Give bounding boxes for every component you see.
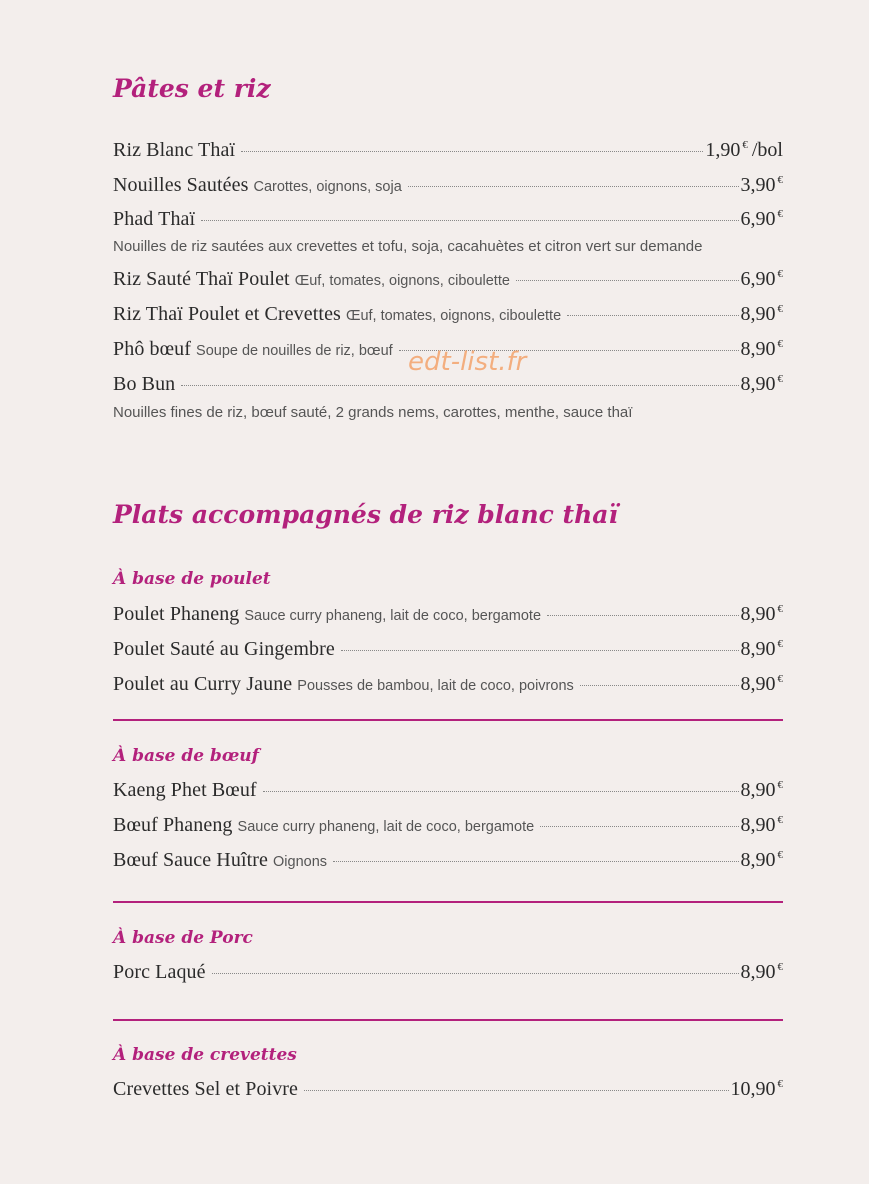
item-name: Nouilles Sautées <box>113 174 249 196</box>
menu-item <box>113 139 783 165</box>
dot-leader <box>540 826 738 827</box>
item-price: 10,90 € <box>730 1078 783 1100</box>
dot-leader <box>408 186 739 187</box>
dot-leader <box>333 861 738 862</box>
section-divider <box>113 1019 783 1021</box>
item-description: Carottes, oignons, soja <box>253 179 402 195</box>
item-price: 8,90 € <box>740 638 783 660</box>
item-name: Phad Thaï <box>113 208 196 230</box>
menu-item <box>113 208 783 234</box>
dot-leader <box>516 280 739 281</box>
item-description: Œuf, tomates, oignons, ciboulette <box>294 273 510 289</box>
item-name: Poulet Phaneng <box>113 603 240 625</box>
item-name: Bœuf Sauce Huître <box>113 849 268 871</box>
menu-item <box>113 961 783 987</box>
item-price: 6,90 € <box>740 268 783 290</box>
menu-item <box>113 779 783 805</box>
item-name: Porc Laqué <box>113 961 206 983</box>
item-description: Oignons <box>273 854 328 870</box>
item-name: Riz Sauté Thaï Poulet <box>113 268 290 290</box>
item-price: 1,90 € /bol <box>705 139 783 161</box>
item-price: 6,90 € <box>740 208 783 230</box>
subsection-title-poulet: À base de poulet <box>113 569 271 589</box>
dot-leader <box>547 615 738 616</box>
item-name: Phô bœuf <box>113 338 192 360</box>
item-description: Sauce curry phaneng, lait de coco, bergamote <box>244 608 542 624</box>
dot-leader <box>201 220 738 221</box>
item-price: 8,90 € <box>740 603 783 625</box>
item-name: Crevettes Sel et Poivre <box>113 1078 299 1100</box>
item-price: 8,90 € <box>740 814 783 836</box>
dot-leader <box>181 385 738 386</box>
section-title-plats: Plats accompagnés de riz blanc thaï <box>113 500 618 529</box>
item-name: Bœuf Phaneng <box>113 814 233 836</box>
subsection-title-crevettes: À base de crevettes <box>113 1045 297 1065</box>
item-price: 8,90 € <box>740 779 783 801</box>
item-note: Nouilles de riz sautées aux crevettes et tofu, soja, cacahuètes et citron vert sur demande <box>113 238 703 255</box>
dot-leader <box>212 973 739 974</box>
item-description: Soupe de nouilles de riz, bœuf <box>196 343 393 359</box>
dot-leader <box>567 315 738 316</box>
item-name: Bo Bun <box>113 373 176 395</box>
dot-leader <box>263 791 739 792</box>
item-name: Riz Blanc Thaï <box>113 139 236 161</box>
dot-leader <box>580 685 739 686</box>
menu-item <box>113 849 783 875</box>
dot-leader <box>341 650 739 651</box>
item-name: Poulet au Curry Jaune <box>113 673 293 695</box>
menu-item <box>113 1078 783 1104</box>
item-price: 8,90 € <box>740 303 783 325</box>
watermark: edt-list.fr <box>408 347 527 377</box>
item-price: 8,90 € <box>740 849 783 871</box>
menu-item <box>113 814 783 840</box>
item-price: 8,90 € <box>740 961 783 983</box>
menu-item <box>113 673 783 699</box>
item-name: Kaeng Phet Bœuf <box>113 779 257 801</box>
section-divider <box>113 719 783 721</box>
item-description: Sauce curry phaneng, lait de coco, bergamote <box>237 819 535 835</box>
subsection-title-boeuf: À base de bœuf <box>113 746 259 766</box>
menu-item <box>113 603 783 629</box>
menu-page <box>113 0 783 1184</box>
dot-leader <box>304 1090 728 1091</box>
item-description: Pousses de bambou, lait de coco, poivrons <box>297 678 574 694</box>
item-note: Nouilles fines de riz, bœuf sauté, 2 grands nems, carottes, menthe, sauce thaï <box>113 404 633 421</box>
menu-item <box>113 174 783 200</box>
item-price: 8,90 € <box>740 373 783 395</box>
section-title-pates: Pâtes et riz <box>113 74 271 103</box>
dot-leader <box>241 151 703 152</box>
item-price: 8,90 € <box>740 338 783 360</box>
item-price: 8,90 € <box>740 673 783 695</box>
item-price: 3,90 € <box>740 174 783 196</box>
section-divider <box>113 901 783 903</box>
menu-item <box>113 303 783 329</box>
item-name: Riz Thaï Poulet et Crevettes <box>113 303 341 325</box>
item-description: Œuf, tomates, oignons, ciboulette <box>345 308 562 324</box>
menu-item <box>113 638 783 664</box>
menu-item <box>113 268 783 294</box>
subsection-title-porc: À base de Porc <box>113 928 253 948</box>
item-name: Poulet Sauté au Gingembre <box>113 638 335 660</box>
